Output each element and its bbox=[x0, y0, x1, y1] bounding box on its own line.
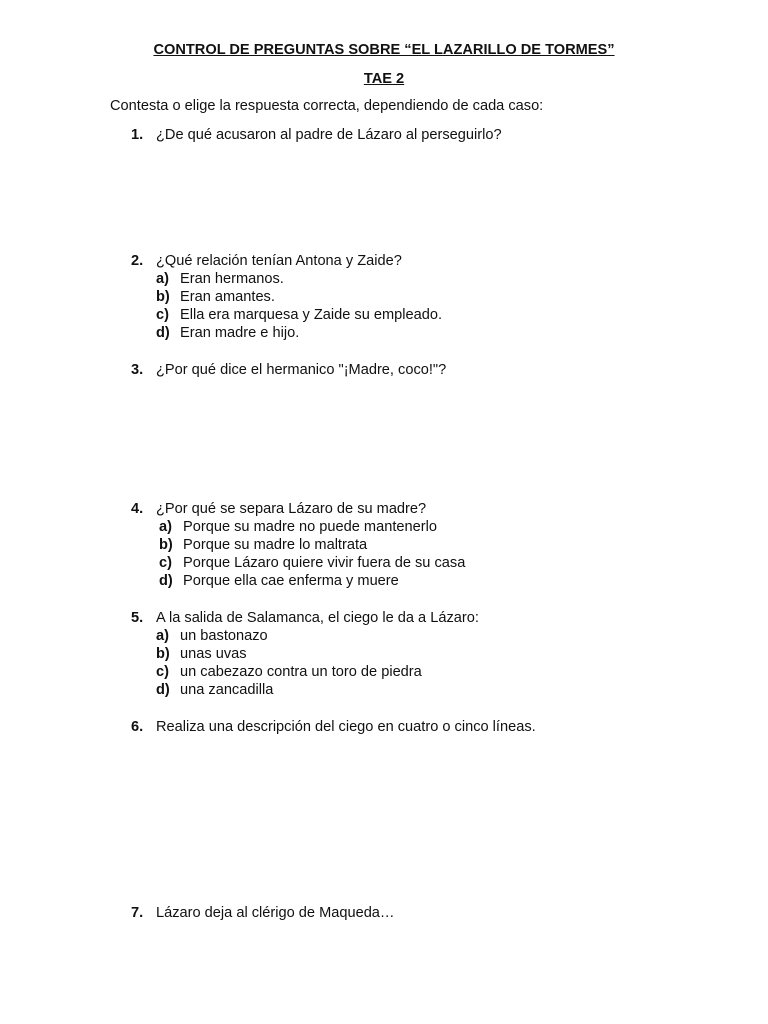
option-d bbox=[0, 681, 768, 699]
option-b bbox=[0, 645, 768, 663]
option-text: Ella era marquesa y Zaide su empleado. bbox=[180, 307, 443, 323]
question-1 bbox=[0, 126, 768, 144]
question-text: Realiza una descripción del ciego en cuatro o cinco líneas. bbox=[156, 719, 536, 735]
question-number: 5. bbox=[131, 610, 144, 626]
option-a bbox=[0, 627, 768, 645]
option-text: Porque ella cae enferma y muere bbox=[183, 573, 399, 589]
option-letter: b) bbox=[156, 646, 170, 662]
question-5 bbox=[0, 609, 768, 699]
question-number: 6. bbox=[131, 719, 144, 735]
question-text: ¿De qué acusaron al padre de Lázaro al perseguirlo? bbox=[156, 127, 502, 143]
option-letter: a) bbox=[156, 628, 169, 644]
document-title: CONTROL DE PREGUNTAS SOBRE “EL LAZARILLO DE TORMES” bbox=[153, 42, 615, 58]
question-number: 1. bbox=[131, 127, 144, 143]
question-4 bbox=[0, 500, 768, 590]
question-number: 4. bbox=[131, 501, 144, 517]
option-a bbox=[0, 270, 768, 288]
option-text: Eran amantes. bbox=[180, 289, 275, 305]
question-6 bbox=[0, 718, 768, 736]
option-letter: b) bbox=[159, 537, 173, 553]
question-text: A la salida de Salamanca, el ciego le da a Lázaro: bbox=[156, 610, 479, 626]
question-text: ¿Por qué dice el hermanico "¡Madre, coco!"? bbox=[156, 362, 447, 378]
option-d bbox=[0, 324, 768, 342]
option-letter: d) bbox=[156, 325, 170, 341]
option-letter: b) bbox=[156, 289, 170, 305]
option-text: Porque su madre no puede mantenerlo bbox=[183, 519, 437, 535]
document-subtitle: TAE 2 bbox=[363, 71, 405, 87]
question-text: Lázaro deja al clérigo de Maqueda… bbox=[156, 905, 395, 921]
option-d bbox=[0, 572, 768, 590]
option-letter: d) bbox=[156, 682, 170, 698]
option-letter: a) bbox=[159, 519, 172, 535]
question-number: 2. bbox=[131, 253, 144, 269]
instructions: Contesta o elige la respuesta correcta, dependiendo de cada caso: bbox=[110, 98, 544, 114]
question-number: 7. bbox=[131, 905, 144, 921]
option-letter: a) bbox=[156, 271, 169, 287]
question-7 bbox=[0, 904, 768, 922]
option-c bbox=[0, 663, 768, 681]
option-b bbox=[0, 536, 768, 554]
option-text: Porque su madre lo maltrata bbox=[183, 537, 368, 553]
option-text: Eran hermanos. bbox=[180, 271, 284, 287]
question-text: ¿Qué relación tenían Antona y Zaide? bbox=[156, 253, 402, 269]
option-letter: c) bbox=[156, 307, 169, 323]
option-c bbox=[0, 306, 768, 324]
question-2 bbox=[0, 252, 768, 342]
option-text: un bastonazo bbox=[180, 628, 268, 644]
question-number: 3. bbox=[131, 362, 144, 378]
option-letter: d) bbox=[159, 573, 173, 589]
option-text: una zancadilla bbox=[180, 682, 274, 698]
option-text: Porque Lázaro quiere vivir fuera de su casa bbox=[183, 555, 466, 571]
option-letter: c) bbox=[159, 555, 172, 571]
option-text: Eran madre e hijo. bbox=[180, 325, 300, 341]
option-b bbox=[0, 288, 768, 306]
question-text: ¿Por qué se separa Lázaro de su madre? bbox=[156, 501, 427, 517]
option-a bbox=[0, 518, 768, 536]
option-text: unas uvas bbox=[180, 646, 247, 662]
option-letter: c) bbox=[156, 664, 169, 680]
option-c bbox=[0, 554, 768, 572]
question-3 bbox=[0, 361, 768, 379]
option-text: un cabezazo contra un toro de piedra bbox=[180, 664, 422, 680]
